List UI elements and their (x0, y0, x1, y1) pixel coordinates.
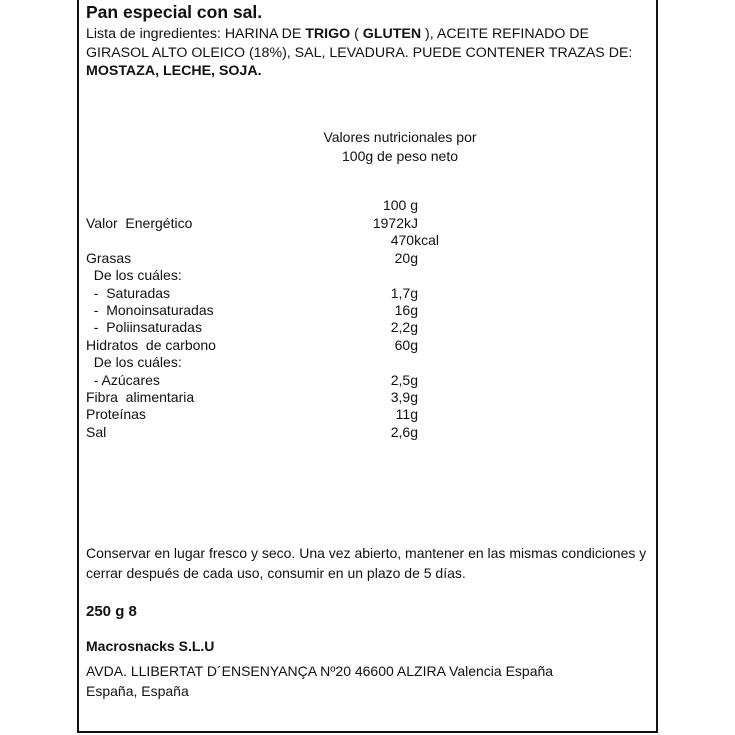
nutrition-row-value: 2,2g (390, 319, 418, 336)
nutrition-row-value: 2,5g (390, 371, 418, 388)
ingredients-prefix: Lista de ingredientes: HARINA DE (86, 26, 306, 42)
company-address (86, 661, 676, 701)
nutrition-row-label: Hidratos de carbono (86, 336, 216, 353)
address-country: España, España (86, 683, 189, 699)
ingredients-list (86, 25, 652, 81)
nutrition-header-line1: Valores nutricionales por (323, 129, 477, 145)
nutrition-row-value: 1,7g (390, 284, 418, 301)
allergen-traces: MOSTAZA, LECHE, SOJA. (86, 63, 262, 79)
nutrition-row-value: 60g (394, 336, 418, 353)
nutrition-row-value: 3,9g (390, 389, 418, 405)
nutrition-row-label: - Saturadas (86, 284, 171, 301)
net-weight: 250 g 8 (86, 603, 137, 620)
nutrition-row-label: Sal (86, 423, 107, 440)
nutrition-row-label: - Monoinsaturadas (86, 302, 214, 318)
nutrition-row-label: - Poliinsaturadas (86, 319, 202, 336)
nutrition-row-label: Fibra alimentaria (86, 389, 195, 405)
nutrition-column-header: 100 g (382, 197, 418, 213)
allergen-gluten: GLUTEN (362, 26, 422, 42)
nutrition-row-value: 20g (394, 249, 418, 266)
address-line: AVDA. LLIBERTAT D´ENSENYANÇA Nº20 46600 ALZIRA Valencia España (86, 663, 554, 679)
nutrition-row-label: Proteínas (86, 406, 146, 423)
product-title: Pan especial con sal. (86, 2, 263, 22)
storage-instructions: Conservar en lugar fresco y seco. Una vez abierto, mantener en las mismas condiciones y cerrar después de cada uso, consumir en un plazo de 5 días. (86, 545, 647, 581)
nutrition-row-value: 11g (395, 406, 418, 423)
nutrition-row-value: 2,6g (390, 423, 418, 440)
company-name: Macrosnacks S.L.U (86, 638, 215, 654)
allergen-trigo: TRIGO (305, 26, 351, 42)
nutrition-row-label: Grasas (86, 249, 132, 266)
nutrition-row-value: 1972kJ (372, 215, 418, 231)
nutrition-row-label: - Azúcares (86, 371, 160, 388)
ingredients-mid1: ( (350, 26, 363, 42)
nutrition-header (300, 128, 500, 166)
nutrition-row-value: 470kcal (390, 232, 439, 249)
nutrition-row-label: De los cuáles: (86, 267, 182, 284)
nutrition-header-line2: 100g de peso neto (342, 148, 458, 164)
ingredients-mid2: ), ACEITE REFINADO DE GIRASOL ALTO OLEICO (18%), SAL, LEVADURA. PUEDE CONTENER TRAZAS DE: (86, 26, 633, 61)
nutrition-row-label: De los cuáles: (86, 354, 182, 371)
nutrition-row-label: Valor Energético (86, 215, 193, 231)
nutrition-row-value: 16g (394, 302, 418, 318)
